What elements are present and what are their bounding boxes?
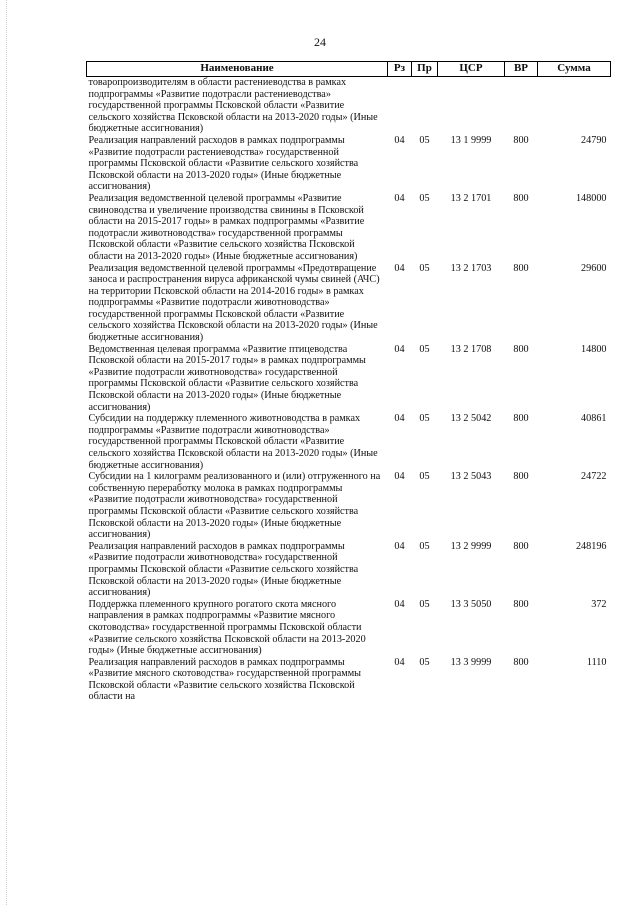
row-csr: 13 2 5042 bbox=[450, 413, 492, 425]
header-pr: Пр bbox=[412, 62, 438, 77]
row-sum: 29600 bbox=[581, 262, 607, 274]
row-pr bbox=[412, 77, 438, 135]
header-sum: Сумма bbox=[538, 62, 611, 77]
row-rz: 04 bbox=[394, 262, 405, 274]
row-rz: 04 bbox=[394, 656, 405, 668]
scan-edge-line bbox=[6, 0, 8, 905]
row-name: Субсидии на поддержку племенного животноводства в рамках подпрограммы «Развитие подотрасли животноводства» государственной программы Псковской области «Развитие сельского хозяйства Псковской области на 2013-2020 годы» (Иные бюджетные ассигнования) bbox=[88, 413, 378, 471]
table-row bbox=[87, 471, 611, 541]
row-csr bbox=[438, 77, 505, 135]
row-csr: 13 3 9999 bbox=[450, 656, 492, 668]
row-name: Реализация направлений расходов в рамках подпрограммы «Развитие подотрасли растениеводства» государственной программы Псковской области «Развитие сельского хозяйства Псковской области на 2013-2020 годы» (Иные бюджетные ассигнования) bbox=[88, 134, 359, 193]
row-rz: 04 bbox=[394, 192, 405, 204]
row-name: Реализация направлений расходов в рамках подпрограммы «Развитие подотрасли животноводства» государственной программы Псковской области «Развитие сельского хозяйства Псковской области на 2013-2020 годы» (Иные бюджетные ассигнования) bbox=[88, 540, 359, 599]
row-name: товаропроизводителям в области растениеводства в рамках подпрограммы «Развитие подотрасли растениеводства» государственной программы Псковской области «Развитие сельского хозяйства Псковской области на 2013-2020 годы» (Иные бюджетные ассигнования) bbox=[88, 77, 378, 135]
row-pr: 05 bbox=[419, 192, 430, 204]
row-name: Субсидии на 1 килограмм реализованного и (или) отгруженного на собственную переработку молока в рамках подпрограммы «Развитие подотрасли животноводства» государственной программы Псковской области «Развитие сельского хозяйства Псковской области на 2013-2020 годы» (Иные бюджетные ассигнования) bbox=[88, 471, 381, 541]
budget-table bbox=[86, 61, 611, 703]
row-csr: 13 2 1708 bbox=[450, 343, 492, 355]
row-rz: 04 bbox=[394, 598, 405, 610]
row-sum: 248196 bbox=[575, 540, 607, 552]
header-rz: Рз bbox=[388, 62, 412, 77]
row-pr: 05 bbox=[419, 598, 430, 610]
row-pr: 05 bbox=[419, 134, 430, 146]
row-name: Реализация направлений расходов в рамках подпрограммы «Развитие мясного скотоводства» государственной программы Псковской области «Развитие сельского хозяйства Псковской области на bbox=[88, 656, 361, 703]
row-csr: 13 2 1701 bbox=[450, 192, 492, 204]
header-name: Наименование bbox=[87, 62, 388, 77]
table-row bbox=[87, 344, 611, 414]
row-vr: 800 bbox=[513, 134, 529, 146]
row-csr: 13 2 5043 bbox=[450, 471, 492, 483]
table-row bbox=[87, 657, 611, 703]
row-sum: 24722 bbox=[581, 471, 607, 483]
row-pr: 05 bbox=[419, 471, 430, 483]
row-name: Реализация ведомственной целевой программы «Предотвращение заноса и распространения вируса африканской чумы свиней (АЧС) на территории Псковской области на 2014-2016 годы» в рамках подпрограммы «Развитие подотрасли животноводства» государственной программы Псковской области «Развитие сельского хозяйства Псковской области на 2013-2020 годы» (Иные бюджетные ассигнования) bbox=[88, 262, 380, 344]
row-vr: 800 bbox=[513, 413, 529, 425]
table-row bbox=[87, 193, 611, 263]
row-pr: 05 bbox=[419, 262, 430, 274]
row-rz bbox=[388, 77, 412, 135]
row-vr: 800 bbox=[513, 598, 529, 610]
row-rz: 04 bbox=[394, 413, 405, 425]
row-vr: 800 bbox=[513, 343, 529, 355]
row-sum: 1110 bbox=[586, 656, 607, 668]
row-vr: 800 bbox=[513, 471, 529, 483]
row-sum bbox=[538, 77, 611, 135]
row-rz: 04 bbox=[394, 134, 405, 146]
row-rz: 04 bbox=[394, 540, 405, 552]
row-vr bbox=[505, 77, 538, 135]
row-pr: 05 bbox=[419, 413, 430, 425]
table-row bbox=[87, 599, 611, 657]
header-vr: ВР bbox=[505, 62, 538, 77]
row-sum: 372 bbox=[591, 598, 607, 610]
row-rz: 04 bbox=[394, 343, 405, 355]
row-csr: 13 2 9999 bbox=[450, 540, 492, 552]
row-sum: 40861 bbox=[581, 413, 607, 425]
table-row bbox=[87, 263, 611, 344]
page-number: 24 bbox=[314, 35, 326, 49]
table-row bbox=[87, 541, 611, 599]
row-pr: 05 bbox=[419, 343, 430, 355]
row-sum: 14800 bbox=[581, 343, 607, 355]
row-csr: 13 2 1703 bbox=[450, 262, 492, 274]
row-rz: 04 bbox=[394, 471, 405, 483]
row-pr: 05 bbox=[419, 540, 430, 552]
table-row bbox=[87, 135, 611, 193]
row-pr: 05 bbox=[419, 656, 430, 668]
header-csr: ЦСР bbox=[438, 62, 505, 77]
table-row bbox=[87, 413, 611, 471]
table-header-row bbox=[87, 62, 611, 77]
row-vr: 800 bbox=[513, 656, 529, 668]
row-csr: 13 3 5050 bbox=[450, 598, 492, 610]
row-vr: 800 bbox=[513, 540, 529, 552]
row-sum: 148000 bbox=[575, 192, 607, 204]
row-csr: 13 1 9999 bbox=[450, 134, 492, 146]
row-sum: 24790 bbox=[581, 134, 607, 146]
row-vr: 800 bbox=[513, 192, 529, 204]
row-name: Ведомственная целевая программа «Развитие птицеводства Псковской области на 2015-2017 годы» в рамках подпрограммы «Развитие подотрасли животноводства» государственной программы Псковской области «Развитие сельского хозяйства Псковской области на 2013-2020 годы» (Иные бюджетные ассигнования) bbox=[88, 343, 366, 413]
row-name: Реализация ведомственной целевой программы «Развитие свиноводства и увеличение производства свинины в Псковской области на 2015-2017 годы» в рамках подпрограммы «Развитие подотрасли животноводства» государственной программы Псковской области «Развитие сельского хозяйства Псковской области на 2013-2020 годы» (Иные бюджетные ассигнования) bbox=[88, 192, 365, 262]
table-row bbox=[87, 77, 611, 135]
row-name: Поддержка племенного крупного рогатого скота мясного направления в рамках подпрограммы «Развитие мясного скотоводства» государственной программы Псковской области «Развитие сельского хозяйства Псковской области на 2013-2020 годы» (Иные бюджетные ассигнования) bbox=[88, 598, 366, 657]
row-vr: 800 bbox=[513, 262, 529, 274]
